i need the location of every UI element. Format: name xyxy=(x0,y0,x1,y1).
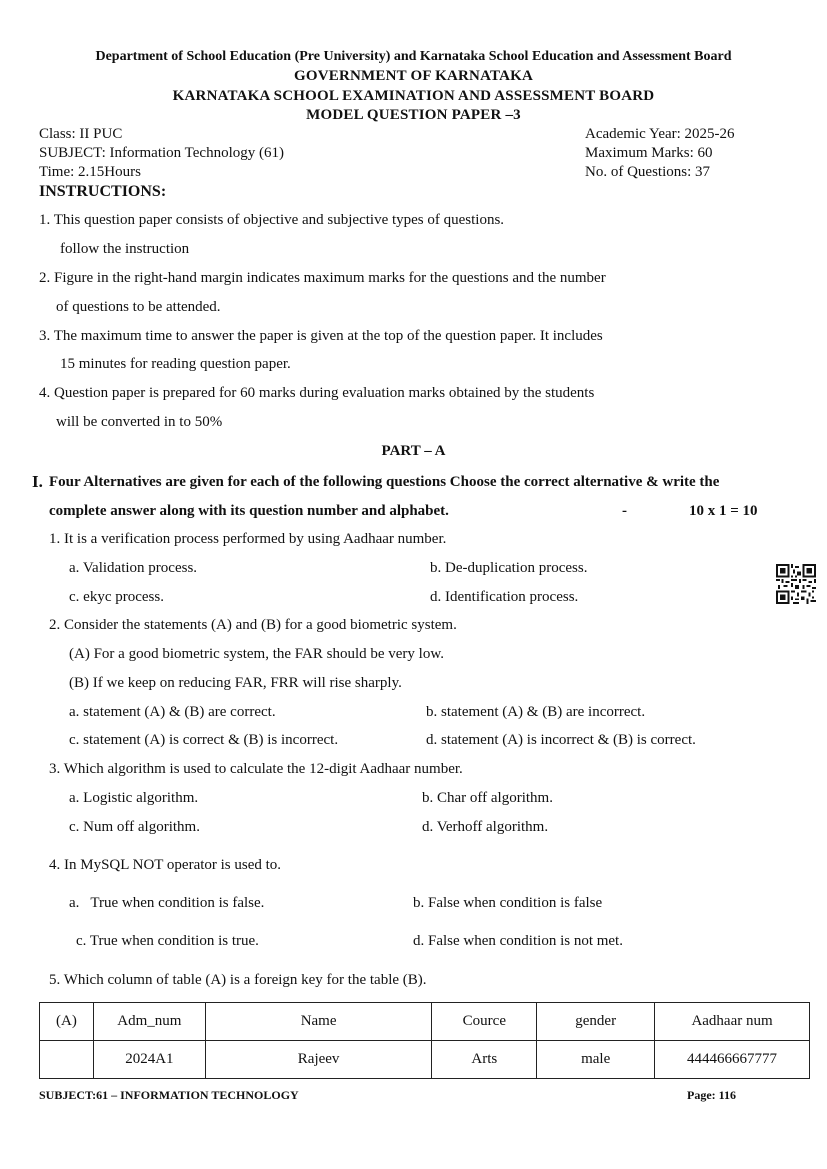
q2-option-c: c. statement (A) is correct & (B) is incorrect. xyxy=(69,732,339,748)
question-2: 2. Consider the statements (A) and (B) for a good biometric system. xyxy=(49,617,457,633)
instruction-3-cont: 15 minutes for reading question paper. xyxy=(60,356,291,372)
table-header-cell: gender xyxy=(537,1003,655,1041)
q4-option-a: a. True when condition is false. xyxy=(69,895,265,911)
meta-academic-year: Academic Year: 2025-26 xyxy=(585,126,735,142)
table-header-cell: Name xyxy=(205,1003,432,1041)
instructions-title: INSTRUCTIONS: xyxy=(39,183,167,200)
instruction-2-cont: of questions to be attended. xyxy=(56,299,221,315)
meta-max-marks: Maximum Marks: 60 xyxy=(585,145,713,161)
instruction-3: 3. The maximum time to answer the paper is given at the top of the question paper. It includes xyxy=(39,328,603,344)
header-government: GOVERNMENT OF KARNATAKA xyxy=(293,68,534,84)
q3-option-d: d. Verhoff algorithm. xyxy=(422,819,549,835)
table-cell: Arts xyxy=(432,1041,537,1079)
instruction-1: 1. This question paper consists of objective and subjective types of questions. xyxy=(39,212,505,228)
footer-subject: SUBJECT:61 – INFORMATION TECHNOLOGY xyxy=(39,1088,299,1102)
table-cell: 444466667777 xyxy=(655,1041,810,1079)
q3-option-b: b. Char off algorithm. xyxy=(422,790,553,806)
section-number: I. xyxy=(32,472,43,491)
footer-page-number: Page: 116 xyxy=(687,1088,736,1102)
table-cell: Rajeev xyxy=(205,1041,432,1079)
qr-code-icon xyxy=(776,564,816,604)
table-cell: 2024A1 xyxy=(93,1041,205,1079)
section-dash: - xyxy=(622,503,627,519)
table-header-row xyxy=(40,1003,810,1041)
q4-option-b: b. False when condition is false xyxy=(413,895,603,911)
header-department: Department of School Education (Pre University) and Karnataka School Education and Assessment Board xyxy=(95,49,732,64)
meta-class: Class: II PUC xyxy=(39,126,123,142)
section-marks: 10 x 1 = 10 xyxy=(689,503,758,519)
q4-option-c: c. True when condition is true. xyxy=(76,933,259,949)
instruction-4: 4. Question paper is prepared for 60 marks during evaluation marks obtained by the students xyxy=(39,385,595,401)
q1-option-d: d. Identification process. xyxy=(430,589,579,605)
q2-statement-b: (B) If we keep on reducing FAR, FRR will rise sharply. xyxy=(69,675,402,691)
table-header-cell: Cource xyxy=(432,1003,537,1041)
q1-option-c: c. ekyc process. xyxy=(69,589,164,605)
header-paper-title: MODEL QUESTION PAPER –3 xyxy=(306,107,521,123)
meta-num-questions: No. of Questions: 37 xyxy=(585,164,710,180)
table-cell: male xyxy=(537,1041,655,1079)
question-1: 1. It is a verification process performed by using Aadhaar number. xyxy=(49,531,447,547)
question-5: 5. Which column of table (A) is a foreign key for the table (B). xyxy=(49,972,427,988)
q2-option-b: b. statement (A) & (B) are incorrect. xyxy=(426,704,646,720)
header-board: KARNATAKA SCHOOL EXAMINATION AND ASSESSMENT BOARD xyxy=(172,88,655,104)
table-cell xyxy=(40,1041,94,1079)
q1-option-a: a. Validation process. xyxy=(69,560,198,576)
meta-time: Time: 2.15Hours xyxy=(39,164,141,180)
instruction-4-cont: will be converted in to 50% xyxy=(56,414,223,430)
table-header-cell: (A) xyxy=(40,1003,94,1041)
table-a xyxy=(39,1002,810,1079)
q2-option-a: a. statement (A) & (B) are correct. xyxy=(69,704,276,720)
q4-option-d: d. False when condition is not met. xyxy=(413,933,623,949)
table-row xyxy=(40,1041,810,1079)
table-header-cell: Adm_num xyxy=(93,1003,205,1041)
question-4: 4. In MySQL NOT operator is used to. xyxy=(49,857,282,873)
q3-option-a: a. Logistic algorithm. xyxy=(69,790,199,806)
meta-subject: SUBJECT: Information Technology (61) xyxy=(39,145,284,161)
part-a-title: PART – A xyxy=(381,443,446,459)
table-header-cell: Aadhaar num xyxy=(655,1003,810,1041)
section-instruction-line1: Four Alternatives are given for each of the following questions Choose the correct alternative & write the xyxy=(49,474,720,490)
instruction-1-cont: follow the instruction xyxy=(60,241,190,257)
q2-option-d: d. statement (A) is incorrect & (B) is correct. xyxy=(426,732,696,748)
instruction-2: 2. Figure in the right-hand margin indicates maximum marks for the questions and the number xyxy=(39,270,606,286)
section-instruction-line2: complete answer along with its question number and alphabet. xyxy=(49,503,449,519)
q3-option-c: c. Num off algorithm. xyxy=(69,819,200,835)
question-3: 3. Which algorithm is used to calculate the 12-digit Aadhaar number. xyxy=(49,761,463,777)
q2-statement-a: (A) For a good biometric system, the FAR should be very low. xyxy=(69,646,444,662)
q1-option-b: b. De-duplication process. xyxy=(430,560,588,576)
